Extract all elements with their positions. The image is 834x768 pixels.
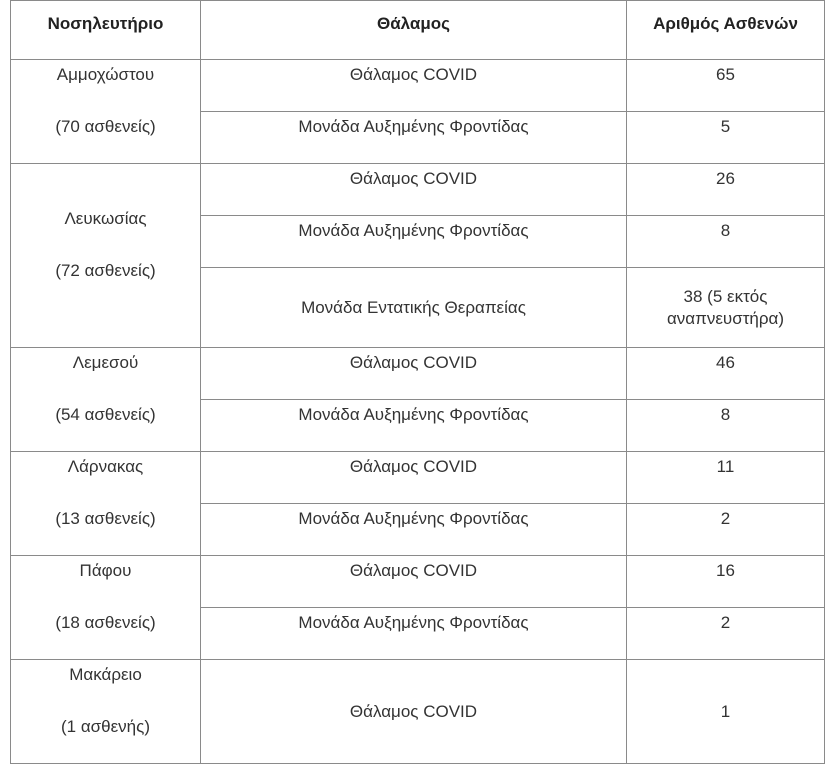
header-row <box>11 1 825 60</box>
count-cell: 46 <box>627 348 825 400</box>
count-cell: 5 <box>627 112 825 164</box>
count-cell: 65 <box>627 60 825 112</box>
table-row <box>11 60 825 112</box>
ward-cell: Θάλαμος COVID <box>201 660 627 764</box>
hospital-name: Αμμοχώστου <box>56 65 155 84</box>
table-row <box>11 348 825 400</box>
hospital-name: Λευκωσίας <box>64 209 147 228</box>
hospital-cell-ammochostos <box>11 60 201 164</box>
ward-cell: Μονάδα Αυξημένης Φροντίδας <box>201 216 627 268</box>
hospital-cell-lemesos <box>11 348 201 452</box>
hospital-cell-larnaka <box>11 452 201 556</box>
table-row <box>11 452 825 504</box>
hospital-name: Λάρνακας <box>67 457 144 476</box>
hospital-total: (13 ασθενείς) <box>55 509 156 528</box>
hospital-name: Μακάρειο <box>69 665 142 684</box>
hospital-cell-lefkosia <box>11 164 201 348</box>
table-row <box>11 660 825 764</box>
header-ward: Θάλαμος <box>201 1 627 60</box>
count-cell: 16 <box>627 556 825 608</box>
ward-cell: Θάλαμος COVID <box>201 348 627 400</box>
ward-cell: Μονάδα Αυξημένης Φροντίδας <box>201 504 627 556</box>
ward-cell: Μονάδα Εντατικής Θεραπείας <box>201 268 627 348</box>
count-cell: 11 <box>627 452 825 504</box>
hospital-total: (72 ασθενείς) <box>55 261 156 280</box>
count-cell: 26 <box>627 164 825 216</box>
hospital-total: (70 ασθενείς) <box>55 117 156 136</box>
table-row <box>11 556 825 608</box>
hospital-cell-pafos <box>11 556 201 660</box>
header-patients: Αριθμός Ασθενών <box>627 1 825 60</box>
count-cell: 1 <box>627 660 825 764</box>
count-cell: 2 <box>627 504 825 556</box>
hospital-total: (54 ασθενείς) <box>55 405 156 424</box>
ward-cell: Θάλαμος COVID <box>201 452 627 504</box>
ward-cell: Θάλαμος COVID <box>201 60 627 112</box>
hospital-patients-table <box>10 0 825 764</box>
hospital-total: (1 ασθενής) <box>60 717 150 736</box>
count-cell: 8 <box>627 400 825 452</box>
header-hospital: Νοσηλευτήριο <box>11 1 201 60</box>
count-cell: 2 <box>627 608 825 660</box>
hospital-total: (18 ασθενείς) <box>55 613 156 632</box>
count-cell: 38 (5 εκτός αναπνευστήρα) <box>627 268 825 348</box>
ward-cell: Μονάδα Αυξημένης Φροντίδας <box>201 112 627 164</box>
ward-cell: Μονάδα Αυξημένης Φροντίδας <box>201 400 627 452</box>
hospital-cell-makareio <box>11 660 201 764</box>
hospital-name: Πάφου <box>79 561 132 580</box>
table-row <box>11 164 825 216</box>
ward-cell: Θάλαμος COVID <box>201 556 627 608</box>
count-cell: 8 <box>627 216 825 268</box>
ward-cell: Μονάδα Αυξημένης Φροντίδας <box>201 608 627 660</box>
hospital-name: Λεμεσού <box>72 353 139 372</box>
ward-cell: Θάλαμος COVID <box>201 164 627 216</box>
